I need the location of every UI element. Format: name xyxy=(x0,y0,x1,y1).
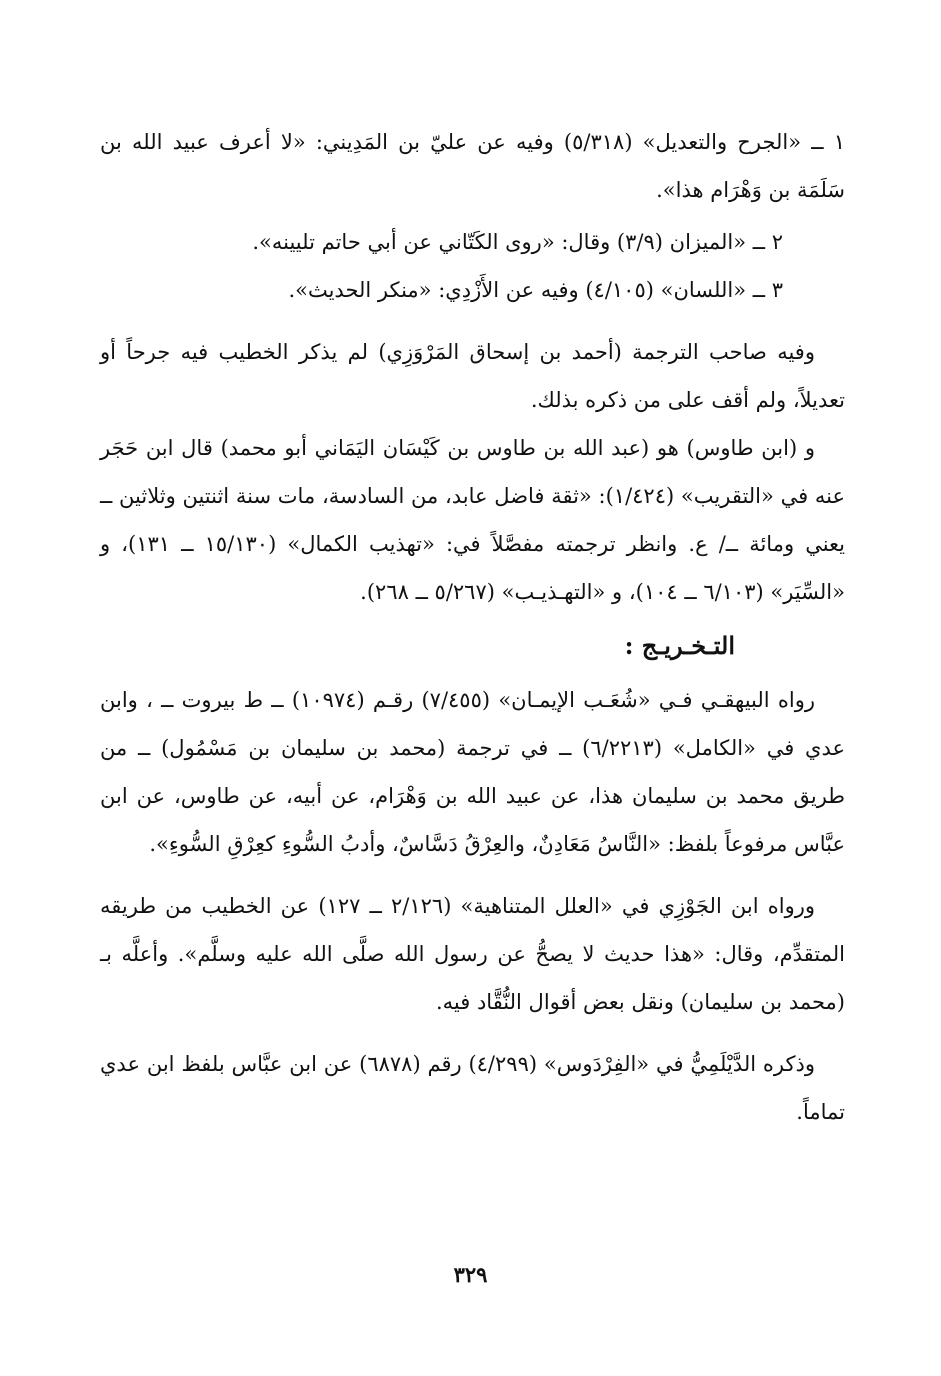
footnote-2: ٢ ــ «الميزان (٣/٩) وقال: «روى الكَتّاني عن أبي حاتم تليينه». xyxy=(252,230,783,254)
note-paragraph-1: وفيه صاحب الترجمة (أحمد بن إسحاق المَرْوَزِي) لم يذكر الخطيب فيه جرحاً أو تعديلاً، ولم أقف على من ذكره بذلك. xyxy=(100,340,845,412)
takhrij-paragraph-3: وذكره الدَّيْلَمِيُّ في «الفِرْدَوس» (٤/٢٩٩) رقم (٦٨٧٨) عن ابن عبَّاس بلفظ ابن عدي تماماً. xyxy=(100,1052,845,1124)
page-body xyxy=(100,118,845,1136)
page-number: ٣٢٩ xyxy=(453,1262,488,1287)
footnote-1: ١ ــ «الجرح والتعديل» (٥/٣١٨) وفيه عن عليّ بن المَدِيني: «لا أعرف عبيد الله بن سَلَمَة بن وَهْرَام هذا». xyxy=(100,130,845,202)
footnote-3: ٣ ــ «اللسان» (٤/١٠٥) وفيه عن الأَزْدِي: «منكر الحديث». xyxy=(288,278,783,302)
note-paragraph-2: و (ابن طاوس) هو (عبد الله بن طاوس بن كَيْسَان اليَمَاني أبو محمد) قال ابن حَجَر عنه في «التقريب» (١/٤٢٤): «ثقة فاضل عابد، من السادسة، مات سنة اثنتين وثلاثين ــ يعني ومائة ــ/ ع. وانظر ترجمته مفصَّلاً في: «تهذيب الكمال» (١٥/١٣٠ ــ ١٣١)، و «السِّيَر» (٦/١٠٣ ــ ١٠٤)، و «التهـذيـب» (٥/٢٦٧ ــ ٢٦٨). xyxy=(100,436,846,604)
takhrij-paragraph-1: رواه البيهقـي فـي «شُعَـب الإيمـان» (٧/٤٥٥) رقـم (١٠٩٧٤) ــ ط بيروت ــ ، وابن عدي في «الكامل» (٦/٢٢١٣) ــ في ترجمة (محمد بن سليمان بن مَسْمُول) ــ من طريق محمد بن سليمان هذا، عن عبيد الله بن وَهْرَام، عن أبيه، عن طاوس، عن ابن عبَّاس مرفوعاً بلفظ: «النَّاسُ مَعَادِنٌ، والعِرْقُ دَسَّاسٌ، وأدبُ السُّوءِ كعِرْقِ السُّوءِ». xyxy=(100,688,846,856)
takhrij-paragraph-2: ورواه ابن الجَوْزِي في «العلل المتناهية» (٢/١٢٦ ــ ١٢٧) عن الخطيب من طريقه المتقدِّم، وقال: «هذا حديث لا يصحُّ عن رسول الله صلَّى الله عليه وسلَّم». وأعلَّه بـ (محمد بن سليمان) ونقل بعض أقوال النُّقَّاد فيه. xyxy=(100,894,845,1014)
section-heading: التـخـريـج : xyxy=(624,631,735,660)
